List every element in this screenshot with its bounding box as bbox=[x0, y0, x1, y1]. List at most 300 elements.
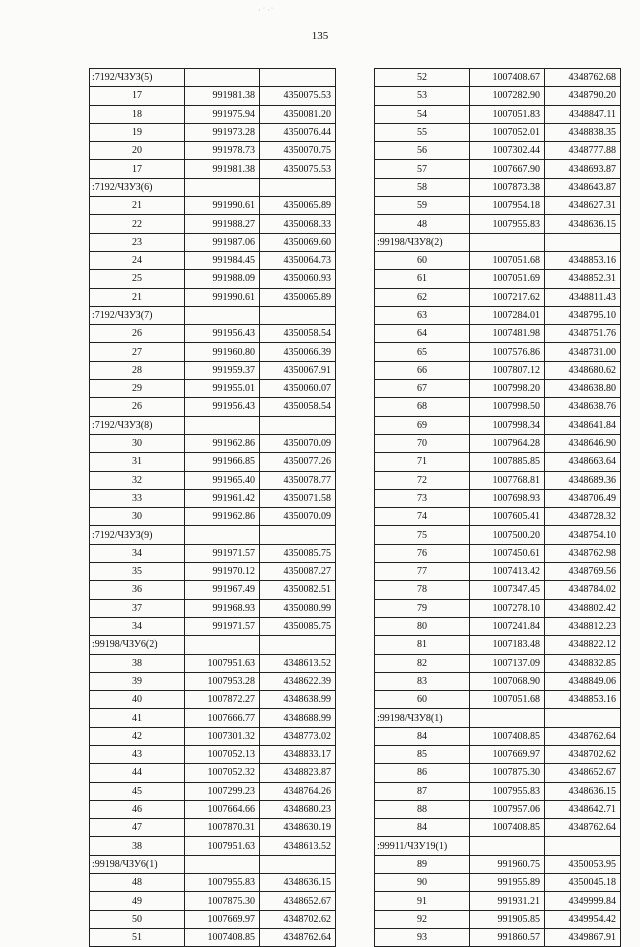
table-row bbox=[375, 215, 621, 233]
y-coordinate: 4348706.49 bbox=[545, 489, 621, 507]
empty-cell bbox=[470, 709, 545, 727]
empty-cell bbox=[185, 416, 260, 434]
x-coordinate: 991970.12 bbox=[185, 563, 260, 581]
empty-cell bbox=[260, 855, 336, 873]
x-coordinate: 991961.42 bbox=[185, 489, 260, 507]
point-number: 79 bbox=[375, 599, 470, 617]
table-row bbox=[90, 782, 336, 800]
point-number: 39 bbox=[90, 672, 185, 690]
x-coordinate: 991973.28 bbox=[185, 123, 260, 141]
y-coordinate: 4348642.71 bbox=[545, 800, 621, 818]
point-number: 18 bbox=[90, 105, 185, 123]
table-row bbox=[90, 142, 336, 160]
point-number: 30 bbox=[90, 508, 185, 526]
table-row bbox=[90, 380, 336, 398]
point-number: 22 bbox=[90, 215, 185, 233]
table-row bbox=[375, 178, 621, 196]
y-coordinate: 4350078.77 bbox=[260, 471, 336, 489]
x-coordinate: 991960.75 bbox=[470, 855, 545, 873]
empty-cell bbox=[260, 526, 336, 544]
x-coordinate: 991965.40 bbox=[185, 471, 260, 489]
point-number: 84 bbox=[375, 727, 470, 745]
x-coordinate: 1007885.85 bbox=[470, 453, 545, 471]
parcel-header-row bbox=[90, 178, 336, 196]
point-number: 38 bbox=[90, 837, 185, 855]
parcel-id: :99198/ЧЗУ8(1) bbox=[375, 709, 470, 727]
table-row bbox=[375, 526, 621, 544]
x-coordinate: 1007872.27 bbox=[185, 691, 260, 709]
y-coordinate: 4350058.54 bbox=[260, 325, 336, 343]
table-row bbox=[375, 105, 621, 123]
empty-cell bbox=[260, 178, 336, 196]
table-row bbox=[90, 819, 336, 837]
table-row bbox=[90, 105, 336, 123]
parcel-id: :99198/ЧЗУ6(2) bbox=[90, 636, 185, 654]
point-number: 74 bbox=[375, 508, 470, 526]
y-coordinate: 4348762.64 bbox=[260, 928, 336, 946]
x-coordinate: 1007278.10 bbox=[470, 599, 545, 617]
x-coordinate: 1007137.09 bbox=[470, 654, 545, 672]
point-number: 67 bbox=[375, 380, 470, 398]
point-number: 25 bbox=[90, 270, 185, 288]
empty-cell bbox=[260, 416, 336, 434]
table-row bbox=[375, 380, 621, 398]
table-row bbox=[90, 581, 336, 599]
point-number: 61 bbox=[375, 270, 470, 288]
point-number: 30 bbox=[90, 434, 185, 452]
table-row bbox=[90, 215, 336, 233]
point-number: 28 bbox=[90, 361, 185, 379]
parcel-header-row bbox=[375, 233, 621, 251]
parcel-header-row bbox=[90, 69, 336, 87]
y-coordinate: 4348636.15 bbox=[545, 215, 621, 233]
point-number: 45 bbox=[90, 782, 185, 800]
table-row bbox=[375, 874, 621, 892]
x-coordinate: 1007664.66 bbox=[185, 800, 260, 818]
table-row bbox=[375, 471, 621, 489]
point-number: 71 bbox=[375, 453, 470, 471]
y-coordinate: 4350065.89 bbox=[260, 288, 336, 306]
x-coordinate: 1007954.18 bbox=[470, 197, 545, 215]
point-number: 81 bbox=[375, 636, 470, 654]
parcel-header-row bbox=[90, 526, 336, 544]
parcel-id: :99911/ЧЗУ19(1) bbox=[375, 837, 470, 855]
y-coordinate: 4348838.35 bbox=[545, 123, 621, 141]
point-number: 70 bbox=[375, 434, 470, 452]
x-coordinate: 991955.01 bbox=[185, 380, 260, 398]
y-coordinate: 4348769.56 bbox=[545, 563, 621, 581]
y-coordinate: 4348680.62 bbox=[545, 361, 621, 379]
x-coordinate: 991959.37 bbox=[185, 361, 260, 379]
x-coordinate: 1007576.86 bbox=[470, 343, 545, 361]
y-coordinate: 4348754.10 bbox=[545, 526, 621, 544]
y-coordinate: 4350064.73 bbox=[260, 251, 336, 269]
x-coordinate: 991981.38 bbox=[185, 87, 260, 105]
point-number: 83 bbox=[375, 672, 470, 690]
y-coordinate: 4350045.18 bbox=[545, 874, 621, 892]
point-number: 59 bbox=[375, 197, 470, 215]
table-row bbox=[90, 709, 336, 727]
parcel-id: :7192/ЧЗУЗ(9) bbox=[90, 526, 185, 544]
table-row bbox=[375, 197, 621, 215]
point-number: 76 bbox=[375, 544, 470, 562]
x-coordinate: 1007051.68 bbox=[470, 691, 545, 709]
table-row bbox=[375, 306, 621, 324]
x-coordinate: 1007408.67 bbox=[470, 69, 545, 87]
y-coordinate: 4348731.00 bbox=[545, 343, 621, 361]
point-number: 75 bbox=[375, 526, 470, 544]
empty-cell bbox=[260, 306, 336, 324]
y-coordinate: 4350076.44 bbox=[260, 123, 336, 141]
empty-cell bbox=[185, 178, 260, 196]
x-coordinate: 991990.61 bbox=[185, 197, 260, 215]
x-coordinate: 991987.06 bbox=[185, 233, 260, 251]
point-number: 36 bbox=[90, 581, 185, 599]
point-number: 68 bbox=[375, 398, 470, 416]
table-row bbox=[90, 251, 336, 269]
x-coordinate: 1007408.85 bbox=[470, 727, 545, 745]
y-coordinate: 4349999.84 bbox=[545, 892, 621, 910]
point-number: 80 bbox=[375, 617, 470, 635]
point-number: 56 bbox=[375, 142, 470, 160]
table-row bbox=[90, 672, 336, 690]
table-row bbox=[90, 233, 336, 251]
table-row bbox=[90, 87, 336, 105]
x-coordinate: 991860.57 bbox=[470, 928, 545, 946]
table-row bbox=[375, 636, 621, 654]
point-number: 17 bbox=[90, 87, 185, 105]
x-coordinate: 1007302.44 bbox=[470, 142, 545, 160]
x-coordinate: 1007347.45 bbox=[470, 581, 545, 599]
empty-cell bbox=[185, 526, 260, 544]
point-number: 57 bbox=[375, 160, 470, 178]
empty-cell bbox=[260, 636, 336, 654]
table-row bbox=[90, 654, 336, 672]
x-coordinate: 1007241.84 bbox=[470, 617, 545, 635]
x-coordinate: 1007667.90 bbox=[470, 160, 545, 178]
x-coordinate: 991955.89 bbox=[470, 874, 545, 892]
table-row bbox=[375, 563, 621, 581]
table-row bbox=[90, 745, 336, 763]
parcel-header-row bbox=[90, 855, 336, 873]
point-number: 82 bbox=[375, 654, 470, 672]
x-coordinate: 991988.27 bbox=[185, 215, 260, 233]
point-number: 62 bbox=[375, 288, 470, 306]
table-row bbox=[375, 69, 621, 87]
point-number: 55 bbox=[375, 123, 470, 141]
y-coordinate: 4350075.53 bbox=[260, 160, 336, 178]
point-number: 32 bbox=[90, 471, 185, 489]
parcel-header-row bbox=[90, 636, 336, 654]
x-coordinate: 991962.86 bbox=[185, 434, 260, 452]
x-coordinate: 1007217.62 bbox=[470, 288, 545, 306]
point-number: 51 bbox=[90, 928, 185, 946]
table-row bbox=[375, 434, 621, 452]
table-row bbox=[90, 197, 336, 215]
y-coordinate: 4348751.76 bbox=[545, 325, 621, 343]
x-coordinate: 1007870.31 bbox=[185, 819, 260, 837]
y-coordinate: 4348636.15 bbox=[260, 874, 336, 892]
table-row bbox=[375, 142, 621, 160]
x-coordinate: 991966.85 bbox=[185, 453, 260, 471]
y-coordinate: 4348693.87 bbox=[545, 160, 621, 178]
table-row bbox=[90, 691, 336, 709]
x-coordinate: 1007408.85 bbox=[470, 819, 545, 837]
y-coordinate: 4348853.16 bbox=[545, 691, 621, 709]
y-coordinate: 4348663.64 bbox=[545, 453, 621, 471]
y-coordinate: 4350070.09 bbox=[260, 434, 336, 452]
x-coordinate: 991931.21 bbox=[470, 892, 545, 910]
y-coordinate: 4348777.88 bbox=[545, 142, 621, 160]
empty-cell bbox=[470, 233, 545, 251]
table-row bbox=[375, 325, 621, 343]
x-coordinate: 1007998.34 bbox=[470, 416, 545, 434]
y-coordinate: 4348638.99 bbox=[260, 691, 336, 709]
point-number: 48 bbox=[375, 215, 470, 233]
x-coordinate: 991988.09 bbox=[185, 270, 260, 288]
x-coordinate: 991971.57 bbox=[185, 544, 260, 562]
point-number: 29 bbox=[90, 380, 185, 398]
table-row bbox=[375, 691, 621, 709]
y-coordinate: 4349954.42 bbox=[545, 910, 621, 928]
y-coordinate: 4348702.62 bbox=[545, 745, 621, 763]
coordinates-table-left bbox=[89, 68, 336, 947]
parcel-id: :99198/ЧЗУ8(2) bbox=[375, 233, 470, 251]
point-number: 31 bbox=[90, 453, 185, 471]
y-coordinate: 4350068.33 bbox=[260, 215, 336, 233]
y-coordinate: 4350080.99 bbox=[260, 599, 336, 617]
point-number: 34 bbox=[90, 544, 185, 562]
y-coordinate: 4348764.26 bbox=[260, 782, 336, 800]
y-coordinate: 4350085.75 bbox=[260, 617, 336, 635]
point-number: 66 bbox=[375, 361, 470, 379]
y-coordinate: 4348688.99 bbox=[260, 709, 336, 727]
y-coordinate: 4350060.93 bbox=[260, 270, 336, 288]
scan-artifact: · ˙ · ̇ bbox=[258, 6, 272, 15]
table-row bbox=[375, 270, 621, 288]
y-coordinate: 4350070.75 bbox=[260, 142, 336, 160]
table-row bbox=[375, 508, 621, 526]
parcel-header-row bbox=[375, 837, 621, 855]
table-row bbox=[375, 745, 621, 763]
x-coordinate: 1007951.63 bbox=[185, 837, 260, 855]
table-row bbox=[375, 398, 621, 416]
point-number: 38 bbox=[90, 654, 185, 672]
parcel-id: :99198/ЧЗУ6(1) bbox=[90, 855, 185, 873]
point-number: 41 bbox=[90, 709, 185, 727]
y-coordinate: 4349867.91 bbox=[545, 928, 621, 946]
y-coordinate: 4348773.02 bbox=[260, 727, 336, 745]
table-row bbox=[375, 343, 621, 361]
x-coordinate: 991956.43 bbox=[185, 398, 260, 416]
table-row bbox=[375, 782, 621, 800]
table-row bbox=[90, 471, 336, 489]
y-coordinate: 4350069.60 bbox=[260, 233, 336, 251]
point-number: 88 bbox=[375, 800, 470, 818]
point-number: 46 bbox=[90, 800, 185, 818]
table-row bbox=[375, 544, 621, 562]
table-row bbox=[375, 160, 621, 178]
point-number: 49 bbox=[90, 892, 185, 910]
point-number: 21 bbox=[90, 288, 185, 306]
y-coordinate: 4350077.26 bbox=[260, 453, 336, 471]
table-row bbox=[375, 581, 621, 599]
table-row bbox=[90, 343, 336, 361]
point-number: 19 bbox=[90, 123, 185, 141]
y-coordinate: 4348852.31 bbox=[545, 270, 621, 288]
y-coordinate: 4348613.52 bbox=[260, 654, 336, 672]
table-row bbox=[375, 819, 621, 837]
point-number: 93 bbox=[375, 928, 470, 946]
point-number: 44 bbox=[90, 764, 185, 782]
x-coordinate: 1007875.30 bbox=[470, 764, 545, 782]
y-coordinate: 4348728.32 bbox=[545, 508, 621, 526]
empty-cell bbox=[185, 69, 260, 87]
y-coordinate: 4348853.16 bbox=[545, 251, 621, 269]
table-row bbox=[375, 892, 621, 910]
x-coordinate: 1007481.98 bbox=[470, 325, 545, 343]
y-coordinate: 4348849.06 bbox=[545, 672, 621, 690]
table-row bbox=[375, 361, 621, 379]
y-coordinate: 4348630.19 bbox=[260, 819, 336, 837]
y-coordinate: 4350067.91 bbox=[260, 361, 336, 379]
table-row bbox=[90, 874, 336, 892]
table-row bbox=[90, 544, 336, 562]
y-coordinate: 4348627.31 bbox=[545, 197, 621, 215]
x-coordinate: 1007955.83 bbox=[185, 874, 260, 892]
y-coordinate: 4350071.58 bbox=[260, 489, 336, 507]
y-coordinate: 4348811.43 bbox=[545, 288, 621, 306]
x-coordinate: 991990.61 bbox=[185, 288, 260, 306]
table-row bbox=[90, 160, 336, 178]
point-number: 77 bbox=[375, 563, 470, 581]
point-number: 37 bbox=[90, 599, 185, 617]
table-row bbox=[375, 416, 621, 434]
x-coordinate: 1007957.06 bbox=[470, 800, 545, 818]
point-number: 48 bbox=[90, 874, 185, 892]
y-coordinate: 4348762.64 bbox=[545, 819, 621, 837]
point-number: 60 bbox=[375, 691, 470, 709]
point-number: 33 bbox=[90, 489, 185, 507]
point-number: 69 bbox=[375, 416, 470, 434]
table-row bbox=[375, 123, 621, 141]
table-row bbox=[375, 87, 621, 105]
x-coordinate: 991984.45 bbox=[185, 251, 260, 269]
table-row bbox=[90, 361, 336, 379]
table-row bbox=[375, 288, 621, 306]
point-number: 21 bbox=[90, 197, 185, 215]
x-coordinate: 1007299.23 bbox=[185, 782, 260, 800]
parcel-header-row bbox=[90, 416, 336, 434]
parcel-id: :7192/ЧЗУЗ(5) bbox=[90, 69, 185, 87]
point-number: 91 bbox=[375, 892, 470, 910]
x-coordinate: 1007951.63 bbox=[185, 654, 260, 672]
table-row bbox=[375, 617, 621, 635]
x-coordinate: 991981.38 bbox=[185, 160, 260, 178]
x-coordinate: 1007051.68 bbox=[470, 251, 545, 269]
point-number: 53 bbox=[375, 87, 470, 105]
empty-cell bbox=[185, 636, 260, 654]
y-coordinate: 4350087.27 bbox=[260, 563, 336, 581]
table-row bbox=[90, 727, 336, 745]
x-coordinate: 1007953.28 bbox=[185, 672, 260, 690]
table-row bbox=[375, 251, 621, 269]
empty-cell bbox=[185, 855, 260, 873]
table-row bbox=[90, 764, 336, 782]
point-number: 50 bbox=[90, 910, 185, 928]
point-number: 27 bbox=[90, 343, 185, 361]
point-number: 89 bbox=[375, 855, 470, 873]
table-row bbox=[375, 489, 621, 507]
table-row bbox=[375, 727, 621, 745]
table-row bbox=[375, 672, 621, 690]
y-coordinate: 4350085.75 bbox=[260, 544, 336, 562]
y-coordinate: 4348833.17 bbox=[260, 745, 336, 763]
table-row bbox=[90, 434, 336, 452]
y-coordinate: 4350070.09 bbox=[260, 508, 336, 526]
y-coordinate: 4348812.23 bbox=[545, 617, 621, 635]
x-coordinate: 991905.85 bbox=[470, 910, 545, 928]
point-number: 90 bbox=[375, 874, 470, 892]
x-coordinate: 1007998.20 bbox=[470, 380, 545, 398]
x-coordinate: 991975.94 bbox=[185, 105, 260, 123]
table-row bbox=[375, 764, 621, 782]
x-coordinate: 991978.73 bbox=[185, 142, 260, 160]
point-number: 20 bbox=[90, 142, 185, 160]
x-coordinate: 1007964.28 bbox=[470, 434, 545, 452]
y-coordinate: 4348613.52 bbox=[260, 837, 336, 855]
point-number: 52 bbox=[375, 69, 470, 87]
x-coordinate: 1007955.83 bbox=[470, 215, 545, 233]
x-coordinate: 1007052.13 bbox=[185, 745, 260, 763]
x-coordinate: 1007408.85 bbox=[185, 928, 260, 946]
y-coordinate: 4350053.95 bbox=[545, 855, 621, 873]
x-coordinate: 1007284.01 bbox=[470, 306, 545, 324]
y-coordinate: 4350082.51 bbox=[260, 581, 336, 599]
y-coordinate: 4348638.80 bbox=[545, 380, 621, 398]
parcel-id: :7192/ЧЗУЗ(6) bbox=[90, 178, 185, 196]
x-coordinate: 1007698.93 bbox=[470, 489, 545, 507]
point-number: 72 bbox=[375, 471, 470, 489]
y-coordinate: 4350075.53 bbox=[260, 87, 336, 105]
point-number: 26 bbox=[90, 398, 185, 416]
point-number: 63 bbox=[375, 306, 470, 324]
table-row bbox=[90, 800, 336, 818]
x-coordinate: 1007998.50 bbox=[470, 398, 545, 416]
point-number: 92 bbox=[375, 910, 470, 928]
x-coordinate: 991968.93 bbox=[185, 599, 260, 617]
y-coordinate: 4348702.62 bbox=[260, 910, 336, 928]
x-coordinate: 1007669.97 bbox=[185, 910, 260, 928]
y-coordinate: 4348636.15 bbox=[545, 782, 621, 800]
y-coordinate: 4348762.64 bbox=[545, 727, 621, 745]
point-number: 60 bbox=[375, 251, 470, 269]
x-coordinate: 1007875.30 bbox=[185, 892, 260, 910]
x-coordinate: 991962.86 bbox=[185, 508, 260, 526]
table-row bbox=[90, 270, 336, 288]
table-row bbox=[90, 892, 336, 910]
x-coordinate: 1007068.90 bbox=[470, 672, 545, 690]
parcel-header-row bbox=[375, 709, 621, 727]
x-coordinate: 1007807.12 bbox=[470, 361, 545, 379]
y-coordinate: 4348762.98 bbox=[545, 544, 621, 562]
table-row bbox=[90, 489, 336, 507]
table-row bbox=[375, 599, 621, 617]
x-coordinate: 1007666.77 bbox=[185, 709, 260, 727]
y-coordinate: 4350081.20 bbox=[260, 105, 336, 123]
y-coordinate: 4348652.67 bbox=[545, 764, 621, 782]
table-row bbox=[90, 563, 336, 581]
